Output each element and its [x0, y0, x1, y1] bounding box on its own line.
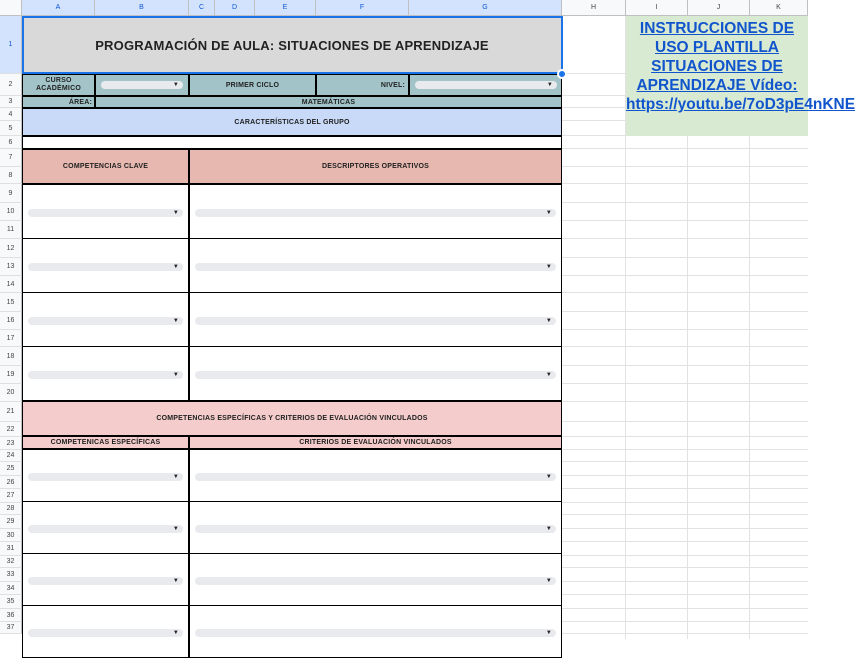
gridline: [562, 401, 808, 402]
row-header-25[interactable]: 25: [0, 462, 22, 476]
gridline: [562, 257, 808, 258]
competencia-clave-right-cell[interactable]: [189, 184, 562, 239]
gridline: [562, 567, 808, 568]
competencia-especifica-dropdown[interactable]: [195, 525, 556, 533]
gridline: [562, 292, 808, 293]
competencia-clave-right-cell[interactable]: [189, 238, 562, 293]
chevron-down-icon: ▼: [545, 318, 552, 324]
curso-dropdown[interactable]: [101, 81, 183, 89]
row-header-20[interactable]: 20: [0, 384, 22, 402]
chevron-down-icon: ▼: [172, 578, 179, 584]
gridline: [562, 346, 808, 347]
curso-label: CURSO ACADÉMICO: [22, 74, 95, 96]
caracteristicas-header: CARACTERÍSTICAS DEL GRUPO: [22, 108, 562, 136]
gridline: [562, 383, 808, 384]
row-header-11[interactable]: 11: [0, 221, 22, 239]
competencia-especifica-left-cell[interactable]: [22, 501, 189, 554]
competencia-clave-left-cell[interactable]: [22, 238, 189, 293]
chevron-down-icon: ▼: [545, 630, 552, 636]
competencia-clave-dropdown[interactable]: [195, 263, 556, 271]
chevron-down-icon: ▼: [546, 82, 553, 88]
chevron-down-icon: ▼: [545, 372, 552, 378]
column-header-j[interactable]: J: [688, 0, 750, 16]
area-value[interactable]: MATEMÁTICAS: [95, 96, 562, 108]
chevron-down-icon: ▼: [172, 526, 179, 532]
chevron-down-icon: ▼: [545, 578, 552, 584]
gridline: [562, 488, 808, 489]
chevron-down-icon: ▼: [172, 474, 179, 480]
gridline: [562, 449, 808, 450]
area-label: ÁREA:: [22, 96, 95, 108]
row-header-17[interactable]: 17: [0, 330, 22, 347]
gridline: [562, 365, 808, 366]
row-header-37[interactable]: 37: [0, 622, 22, 634]
row-header-24[interactable]: 24: [0, 450, 22, 462]
competencia-especifica-dropdown[interactable]: [28, 473, 183, 481]
competencia-clave-left-cell[interactable]: [22, 184, 189, 239]
competencia-clave-left-cell[interactable]: [22, 292, 189, 347]
gridline: [562, 148, 808, 149]
chevron-down-icon: ▼: [545, 210, 552, 216]
cell-selection: [22, 16, 563, 74]
row-header-28[interactable]: 28: [0, 503, 22, 515]
nivel-label: NIVEL:: [316, 74, 409, 96]
row-header-15[interactable]: 15: [0, 293, 22, 312]
gridline: [562, 461, 808, 462]
row-header-35[interactable]: 35: [0, 595, 22, 609]
row-header-23[interactable]: 23: [0, 437, 22, 450]
gridline: [562, 555, 808, 556]
competencia-clave-right-cell[interactable]: [189, 346, 562, 401]
gridline: [562, 202, 808, 203]
descriptores-header: DESCRIPTORES OPERATIVOS: [189, 149, 562, 184]
gridline: [562, 475, 808, 476]
competencia-especifica-dropdown[interactable]: [28, 577, 183, 585]
row-header-12[interactable]: 12: [0, 239, 22, 258]
gridline: [562, 220, 808, 221]
row-header-8[interactable]: 8: [0, 167, 22, 184]
chevron-down-icon: ▼: [172, 372, 179, 378]
row-header-33[interactable]: 33: [0, 568, 22, 582]
competencia-especifica-left-cell[interactable]: [22, 449, 189, 502]
gridline: [562, 594, 808, 595]
row-header-27[interactable]: 27: [0, 489, 22, 503]
competencia-clave-dropdown[interactable]: [28, 209, 183, 217]
row-header-3[interactable]: 3: [0, 96, 22, 108]
gridline: [562, 581, 808, 582]
row-header-19[interactable]: 19: [0, 366, 22, 384]
column-header-k[interactable]: K: [750, 0, 808, 16]
chevron-down-icon: ▼: [172, 264, 179, 270]
row-header-6[interactable]: 6: [0, 136, 22, 149]
gridline: [562, 166, 808, 167]
column-header-i[interactable]: I: [626, 0, 688, 16]
column-header-f[interactable]: F: [316, 0, 409, 16]
especificas-header: COMPETENCIAS ESPECÍFICAS Y CRITERIOS DE EVALUACIÓN VINCULADOS: [22, 401, 562, 436]
row-header-16[interactable]: 16: [0, 312, 22, 330]
row-header-9[interactable]: 9: [0, 184, 22, 203]
competencia-clave-left-cell[interactable]: [22, 346, 189, 401]
row-header-26[interactable]: 26: [0, 476, 22, 489]
select-all-corner[interactable]: [0, 0, 22, 16]
gridline: [562, 633, 808, 634]
competencias-clave-header: COMPETENCIAS CLAVE: [22, 149, 189, 184]
instructions-link[interactable]: INSTRUCCIONES DE USO PLANTILLA SITUACIONES DE APRENDIZAJE Vídeo: https://youtu.be/7oD3pE4nKNE: [626, 16, 808, 136]
gridline: [562, 436, 808, 437]
gridline: [562, 329, 808, 330]
row-header-10[interactable]: 10: [0, 203, 22, 221]
competencia-especifica-left-cell[interactable]: [22, 553, 189, 606]
column-header-b[interactable]: B: [95, 0, 189, 16]
chevron-down-icon: ▼: [172, 318, 179, 324]
row-header-32[interactable]: 32: [0, 556, 22, 568]
selection-fill-handle[interactable]: [557, 69, 567, 79]
column-header-e[interactable]: E: [255, 0, 316, 16]
caracteristicas-input[interactable]: [22, 136, 562, 149]
row-header-31[interactable]: 31: [0, 542, 22, 556]
criterios-header: CRITERIOS DE EVALUACIÓN VINCULADOS: [189, 436, 562, 449]
row-header-5[interactable]: 5: [0, 121, 22, 136]
gridline: [562, 541, 808, 542]
chevron-down-icon: ▼: [545, 264, 552, 270]
competencia-clave-dropdown[interactable]: [28, 263, 183, 271]
row-header-18[interactable]: 18: [0, 347, 22, 366]
competencia-especifica-dropdown[interactable]: [195, 629, 556, 637]
competencia-especifica-dropdown[interactable]: [195, 577, 556, 585]
ciclo-cell: PRIMER CICLO: [189, 74, 316, 96]
nivel-dropdown-cell[interactable]: [409, 74, 562, 96]
gridline: [562, 502, 808, 503]
row-header-1[interactable]: 1: [0, 16, 22, 74]
competencia-especifica-right-cell[interactable]: [189, 605, 562, 658]
row-header-30[interactable]: 30: [0, 529, 22, 542]
competencia-especifica-dropdown[interactable]: [28, 525, 183, 533]
column-header-c[interactable]: C: [189, 0, 215, 16]
row-header-14[interactable]: 14: [0, 276, 22, 293]
gridline: [562, 621, 808, 622]
competencia-clave-dropdown[interactable]: [28, 371, 183, 379]
gridline: [562, 528, 808, 529]
row-header-29[interactable]: 29: [0, 515, 22, 529]
row-header-34[interactable]: 34: [0, 582, 22, 595]
chevron-down-icon: ▼: [545, 474, 552, 480]
row-header-22[interactable]: 22: [0, 422, 22, 437]
gridline: [562, 421, 808, 422]
row-header-4[interactable]: 4: [0, 108, 22, 121]
column-header-h[interactable]: H: [562, 0, 626, 16]
competencia-especifica-right-cell[interactable]: [189, 449, 562, 502]
chevron-down-icon: ▼: [545, 526, 552, 532]
competencia-especifica-dropdown[interactable]: [28, 629, 183, 637]
competencia-clave-dropdown[interactable]: [195, 209, 556, 217]
chevron-down-icon: ▼: [172, 630, 179, 636]
row-header-2[interactable]: 2: [0, 74, 22, 96]
page-title[interactable]: PROGRAMACIÓN DE AULA: SITUACIONES DE APRENDIZAJE: [22, 16, 562, 74]
competencia-especifica-right-cell[interactable]: [189, 553, 562, 606]
chevron-down-icon: ▼: [172, 210, 179, 216]
competencia-clave-dropdown[interactable]: [195, 371, 556, 379]
competencia-clave-right-cell[interactable]: [189, 292, 562, 347]
curso-dropdown-cell[interactable]: [95, 74, 189, 96]
gridline: [562, 311, 808, 312]
nivel-dropdown[interactable]: [415, 81, 557, 89]
gridline: [562, 514, 808, 515]
gridline: [562, 238, 808, 239]
row-header-7[interactable]: 7: [0, 149, 22, 167]
competencia-clave-dropdown[interactable]: [28, 317, 183, 325]
gridline: [562, 275, 808, 276]
competencias-especificas-header: COMPETENICAS ESPECÍFICAS: [22, 436, 189, 449]
competencia-clave-dropdown[interactable]: [195, 317, 556, 325]
competencia-especifica-dropdown[interactable]: [195, 473, 556, 481]
row-header-36[interactable]: 36: [0, 609, 22, 622]
competencia-especifica-right-cell[interactable]: [189, 501, 562, 554]
column-header-g[interactable]: G: [409, 0, 562, 16]
row-header-13[interactable]: 13: [0, 258, 22, 276]
gridline: [562, 183, 808, 184]
row-header-21[interactable]: 21: [0, 402, 22, 422]
chevron-down-icon: ▼: [172, 82, 179, 88]
gridline: [562, 608, 808, 609]
column-header-a[interactable]: A: [22, 0, 95, 16]
column-header-d[interactable]: D: [215, 0, 255, 16]
competencia-especifica-left-cell[interactable]: [22, 605, 189, 658]
